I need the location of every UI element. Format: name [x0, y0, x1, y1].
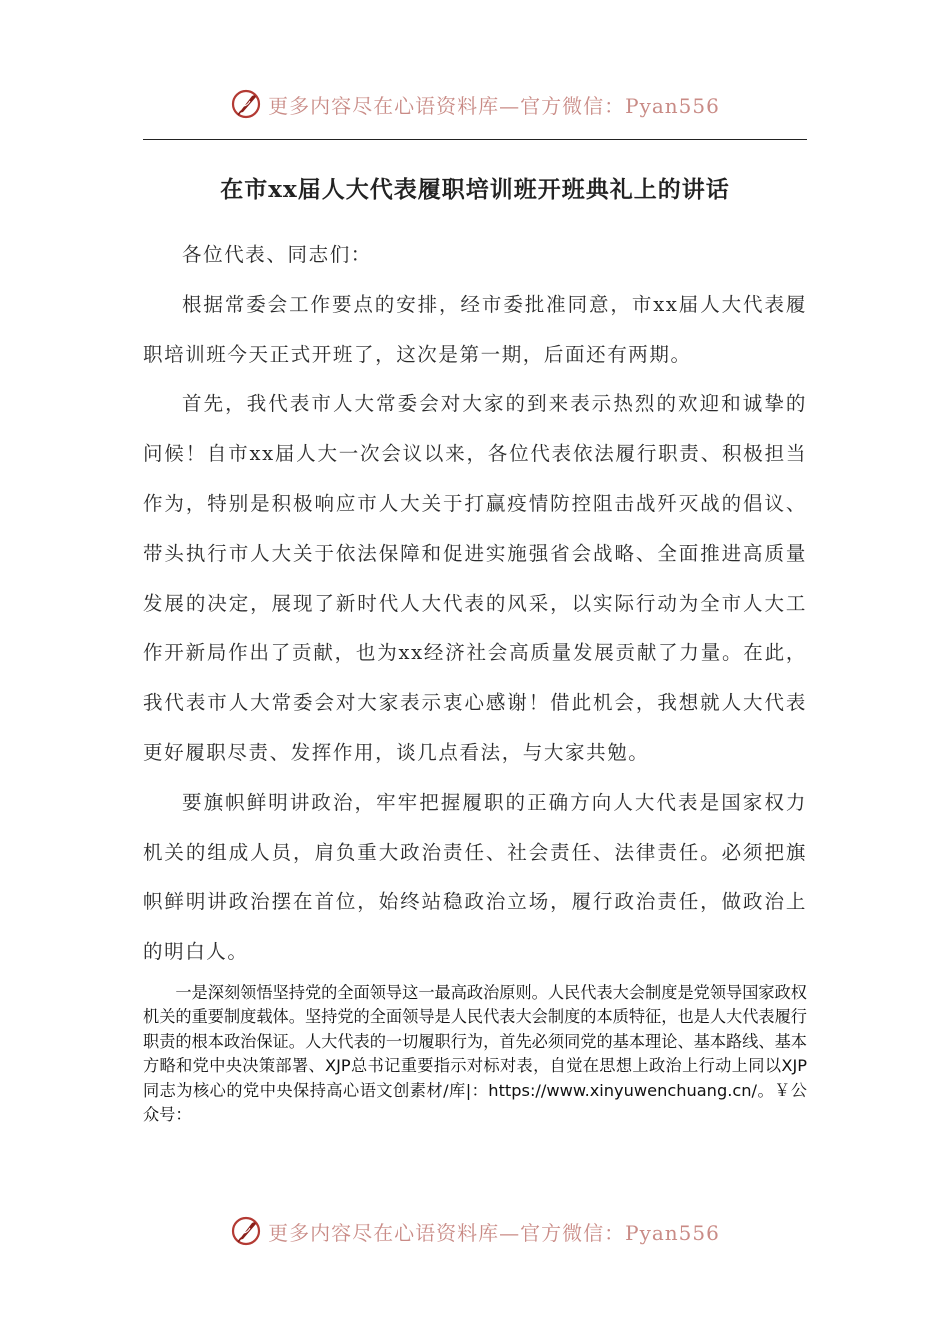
paragraph-salutation: 各位代表、同志们：	[182, 243, 372, 266]
paragraph-politics: 要旗帜鲜明讲政治，牢牢把握履职的正确方向人大代表是国家权力机关的组成人员，肩负重大政治责任、社会责任、法律责任。必须把旗帜鲜明讲政治摆在首位，始终站稳政治立场，履行政治责任，做政治上的明白人。	[143, 790, 807, 964]
quill-pen-circle-icon	[230, 1215, 262, 1247]
paragraph-point-one: 一是深刻领悟坚持党的全面领导这一最高政治原则。人民代表大会制度是党领导国家政权机关的重要制度载体。坚持党的全面领导是人民代表大会制度的本质特征，也是人大代表履行职责的根本政治保证。人大代表的一切履职行为，首先必须同党的基本理论、基本路线、基本方略和党中央决策部署、XJP总书记重要指示对标对表，自觉在思想上政治上行动上同以XJP同志为核心的党中央保持高心语文创素材/库|：https://www.xinyuwenchuang.cn/。￥公众号：	[143, 982, 807, 1125]
paragraph-opening: 根据常委会工作要点的安排，经市委批准同意，市xx届人大代表履职培训班今天正式开班了，这次是第一期，后面还有两期。	[143, 292, 807, 366]
header-banner	[0, 82, 950, 126]
quill-pen-circle-icon	[230, 88, 262, 120]
footer-banner-content	[230, 1215, 720, 1247]
header-banner-text: 更多内容尽在心语资料库—官方微信：Pyan556	[268, 93, 720, 118]
page-title: 在市xx届人大代表履职培训班开班典礼上的讲话	[220, 176, 730, 203]
footer-banner	[0, 1209, 950, 1253]
paragraph-welcome: 首先，我代表市人大常委会对大家的到来表示热烈的欢迎和诚挚的问候！自市xx届人大一次会议以来，各位代表依法履行职责、积极担当作为，特别是积极响应市人大关于打赢疫情防控阻击战歼灭战的倡议、带头执行市人大关于依法保障和促进实施强省会战略、全面推进高质量发展的决定，展现了新时代人大代表的风采，以实际行动为全市人大工作开新局作出了贡献，也为xx经济社会高质量发展贡献了力量。在此，我代表市人大常委会对大家表示衷心感谢！借此机会，我想就人大代表更好履职尽责、发挥作用，谈几点看法，与大家共勉。	[143, 392, 807, 764]
header-banner-content	[230, 88, 720, 120]
footer-banner-text: 更多内容尽在心语资料库—官方微信：Pyan556	[268, 1220, 720, 1245]
document-body	[143, 230, 807, 1128]
header-divider	[143, 139, 807, 140]
